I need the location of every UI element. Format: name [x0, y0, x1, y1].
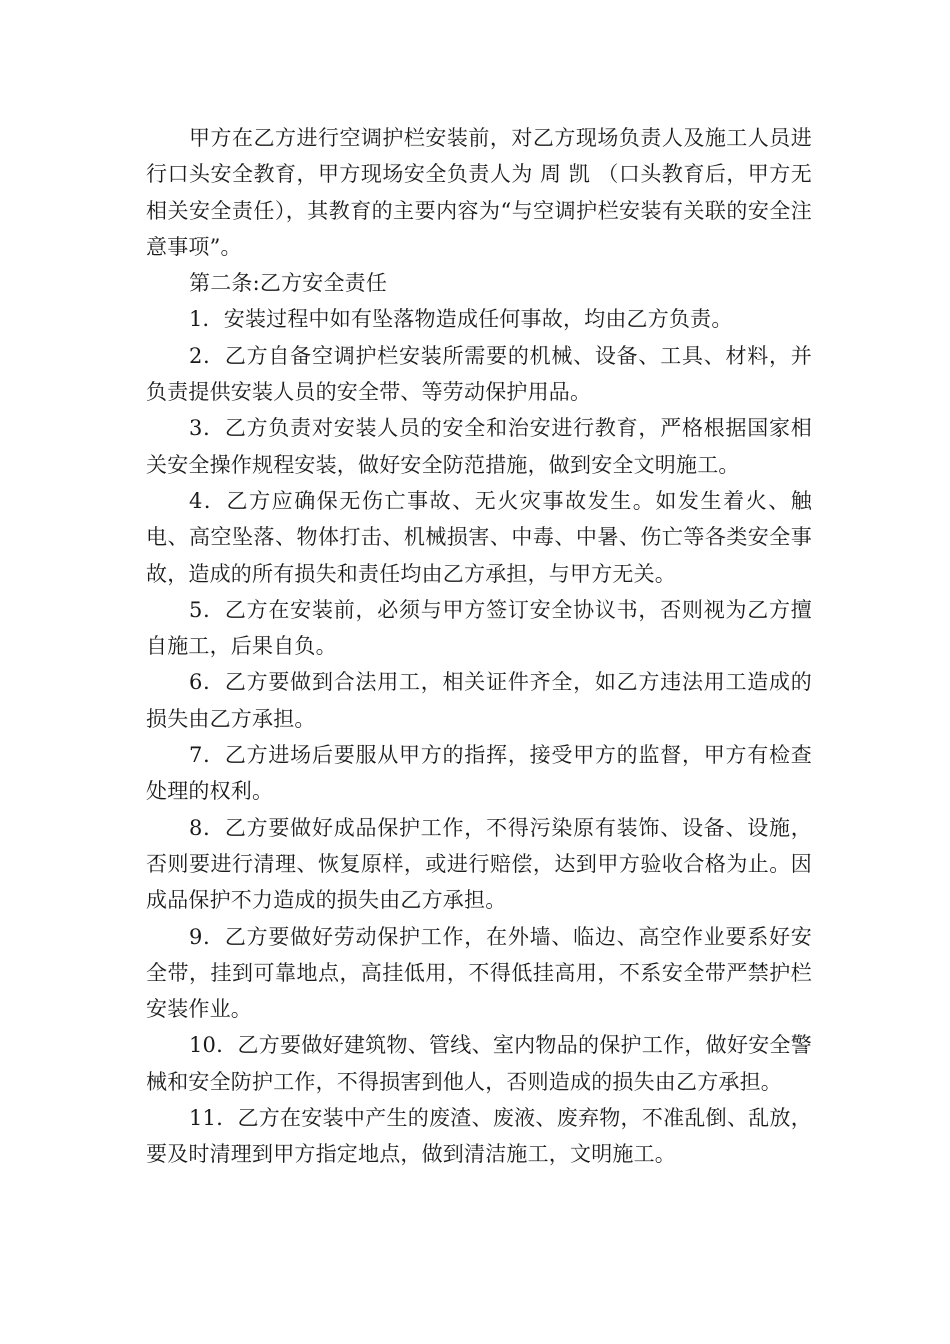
- document-body: [146, 120, 812, 1173]
- clause-1: 1．安装过程中如有坠落物造成任何事故，均由乙方负责。: [189, 307, 733, 332]
- paragraph-safety-education: 甲方在乙方进行空调护栏安装前，对乙方现场负责人及施工人员进行口头安全教育，甲方现场安全负责人为 周 凯 （口头教育后，甲方无相关安全责任），其教育的主要内容为“与空调护栏安装有关联的安全注意事项”。: [146, 126, 812, 259]
- section-heading-article-2: 第二条:乙方安全责任: [189, 271, 388, 296]
- clause-5: 5．乙方在安装前，必须与甲方签订安全协议书，否则视为乙方擅自施工，后果自负。: [146, 597, 812, 659]
- clause-11: 11．乙方在安装中产生的废渣、废液、废弃物，不准乱倒、乱放，要及时清理到甲方指定地点，做到清洁施工，文明施工。: [146, 1106, 812, 1167]
- clause-8: 8．乙方要做好成品保护工作，不得污染原有装饰、设备、设施，否则要进行清理、恢复原样，或进行赔偿，达到甲方验收合格为止。因成品保护不力造成的损失由乙方承担。: [146, 815, 812, 913]
- clause-4: 4．乙方应确保无伤亡事故、无火灾事故发生。如发生着火、触电、高空坠落、物体打击、机械损害、中毒、中暑、伤亡等各类安全事故，造成的所有损失和责任均由乙方承担，与甲方无关。: [146, 488, 812, 586]
- clause-7: 7．乙方进场后要服从甲方的指挥，接受甲方的监督，甲方有检查处理的权利。: [146, 743, 812, 804]
- clause-6: 6．乙方要做到合法用工，相关证件齐全，如乙方违法用工造成的损失由乙方承担。: [146, 670, 812, 731]
- clause-9: 9．乙方要做好劳动保护工作，在外墙、临边、高空作业要系好安全带，挂到可靠地点，高挂低用，不得低挂高用，不系安全带严禁护栏安装作业。: [146, 924, 812, 1022]
- clause-2: 2．乙方自备空调护栏安装所需要的机械、设备、工具、材料，并负责提供安装人员的安全带、等劳动保护用品。: [146, 343, 812, 405]
- clause-10: 10．乙方要做好建筑物、管线、室内物品的保护工作，做好安全警械和安全防护工作，不得损害到他人，否则造成的损失由乙方承担。: [146, 1033, 812, 1094]
- clause-3: 3．乙方负责对安装人员的安全和治安进行教育，严格根据国家相关安全操作规程安装，做好安全防范措施，做到安全文明施工。: [146, 416, 812, 477]
